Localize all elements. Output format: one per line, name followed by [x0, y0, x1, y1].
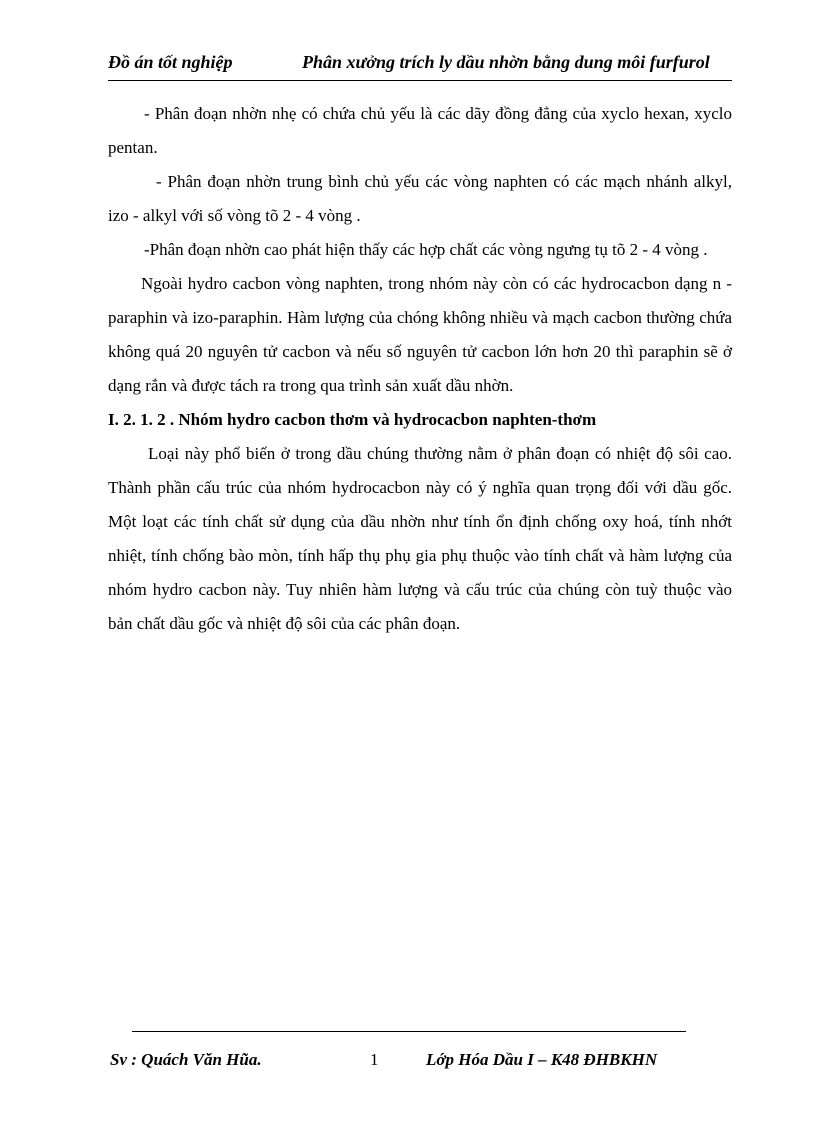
header-document-type: Đồ án tốt nghiệp	[108, 52, 233, 72]
paragraph-medium-fraction: - Phân đoạn nhờn trung bình chủ yếu các vòng naphten có các mạch nhánh alkyl, izo - alkyl với số vòng tõ 2 - 4 vòng .	[108, 172, 732, 225]
paragraph-aromatic: Loại này phổ biến ở trong dầu chúng thường nằm ở phân đoạn có nhiệt độ sôi cao. Thành phần cấu trúc của nhóm hydrocacbon này có ý nghĩa quan trọng đối với dầu gốc. Một loạt các tính chất sử dụng của dầu nhờn như tính ổn định chống oxy hoá, tính nhớt nhiệt, tính chống bào mòn, tính hấp thụ phụ gia phụ thuộc vào tính chất và hàm lượng của nhóm hydro cacbon này. Tuy nhiên hàm lượng và cấu trúc của chúng còn tuỳ thuộc vào bản chất dầu gốc và nhiệt độ sôi của các phân đoạn.	[108, 444, 732, 633]
section-heading: I. 2. 1. 2 . Nhóm hydro cacbon thơm và hydrocacbon naphten-thơm	[108, 410, 597, 429]
footer-class-name: Lớp Hóa Dầu I – K48 ĐHBKHN	[426, 1050, 658, 1069]
footer-divider	[132, 1031, 686, 1032]
paragraph-paraffin: Ngoài hydro cacbon vòng naphten, trong nhóm này còn có các hydrocacbon dạng n - paraphin và izo-paraphin. Hàm lượng của chóng không nhiều và mạch cacbon thường chứa không quá 20 nguyên tử cacbon và nếu số nguyên tử cacbon lớn hơn 20 thì paraphin sẽ ở dạng rắn và được tách ra trong qua trình sản xuất dầu nhờn.	[108, 274, 732, 395]
page-body	[108, 97, 732, 641]
paragraph-heavy-fraction: -Phân đoạn nhờn cao phát hiện thấy các hợp chất các vòng ngưng tụ tõ 2 - 4 vòng .	[144, 240, 708, 259]
header-document-title: Phân xưởng trích ly dầu nhờn bằng dung môi furfurol	[302, 52, 710, 72]
paragraph-light-fraction: - Phân đoạn nhờn nhẹ có chứa chủ yếu là các dãy đồng đẳng của xyclo hexan, xyclo pentan.	[108, 104, 732, 157]
page-header	[108, 52, 732, 82]
header-divider	[108, 80, 732, 81]
page-number: 1	[370, 1050, 379, 1069]
page-footer	[108, 1050, 732, 1076]
footer-student-name: Sv : Quách Văn Hũa.	[110, 1050, 262, 1069]
